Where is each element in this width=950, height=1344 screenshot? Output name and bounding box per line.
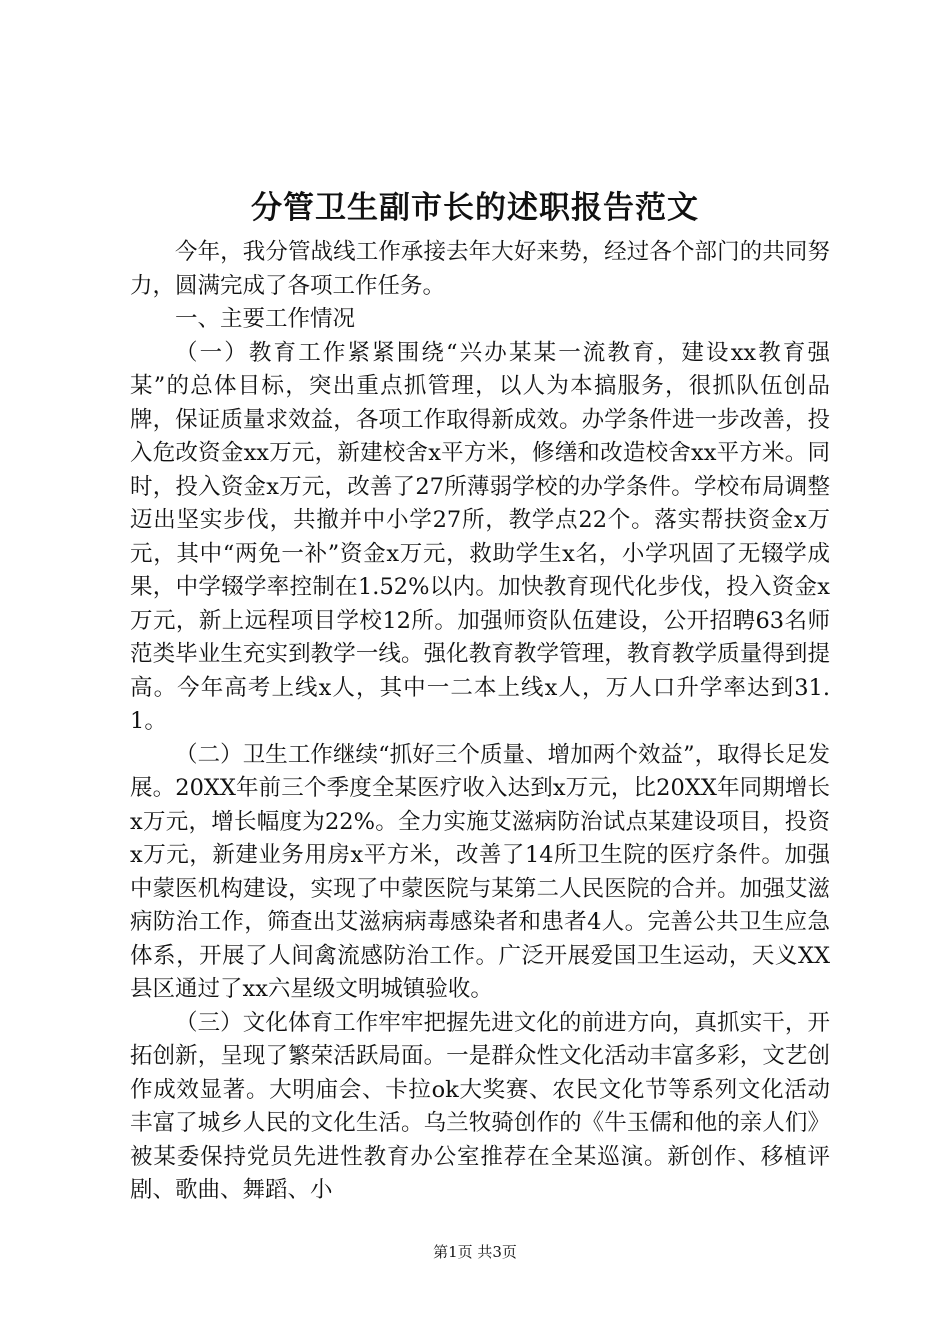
document-body (130, 236, 830, 1208)
paragraph-education: （一）教育工作紧紧围绕“兴办某某一流教育，建设xx教育强某”的总体目标，突出重点抓管理，以人为本搞服务，很抓队伍创品牌，保证质量求效益，各项工作取得新成效。办学条件进一步改善，投入危改资金xx万元，新建校舍x平方米，修缮和改造校舍xx平方米。同时，投入资金x万元，改善了27所薄弱学校的办学条件。学校布局调整迈出坚实步伐，共撤并中小学27所，教学点22个。落实帮扶资金x万元，其中“两免一补”资金x万元，救助学生x名，小学巩固了无辍学成果，中学辍学率控制在1.52%以内。加快教育现代化步伐，投入资金x万元，新上远程项目学校12所。加强师资队伍建设，公开招聘63名师范类毕业生充实到教学一线。强化教育教学管理，教育教学质量得到提高。今年高考上线x人，其中一二本上线x人，万人口升学率达到31.1。 (130, 339, 830, 734)
paragraph-culture-sports: （三）文化体育工作牢牢把握先进文化的前进方向，真抓实干，开拓创新，呈现了繁荣活跃局面。一是群众性文化活动丰富多彩，文艺创作成效显著。大明庙会、卡拉ok大奖赛、农民文化节等系列文化活动丰富了城乡人民的文化生活。乌兰牧骑创作的《牛玉儒和他的亲人们》被某委保持党员先进性教育办公室推荐在全某巡演。新创作、移植评剧、歌曲、舞蹈、小 (130, 1009, 830, 1203)
paragraph-health: （二）卫生工作继续“抓好三个质量、增加两个效益”，取得长足发展。20XX年前三个季度全某医疗收入达到x万元，比20XX年同期增长x万元，增长幅度为22%。全力实施艾滋病防治试点某建设项目，投资x万元，新建业务用房x平方米，改善了14所卫生院的医疗条件。加强中蒙医机构建设，实现了中蒙医院与某第二人民医院的合并。加强艾滋病防治工作，筛查出艾滋病病毒感染者和患者4人。完善公共卫生应急体系，开展了人间禽流感防治工作。广泛开展爱国卫生运动，天义XX县区通过了xx六星级文明城镇验收。 (130, 741, 830, 1002)
page-footer: 第1页 共3页 (433, 1243, 517, 1261)
paragraph-intro: 今年，我分管战线工作承接去年大好来势，经过各个部门的共同努力，圆满完成了各项工作任务。 (130, 239, 830, 299)
section-heading-main-work: 一、主要工作情况 (175, 306, 356, 332)
document-title: 分管卫生副市长的述职报告范文 (251, 190, 699, 226)
